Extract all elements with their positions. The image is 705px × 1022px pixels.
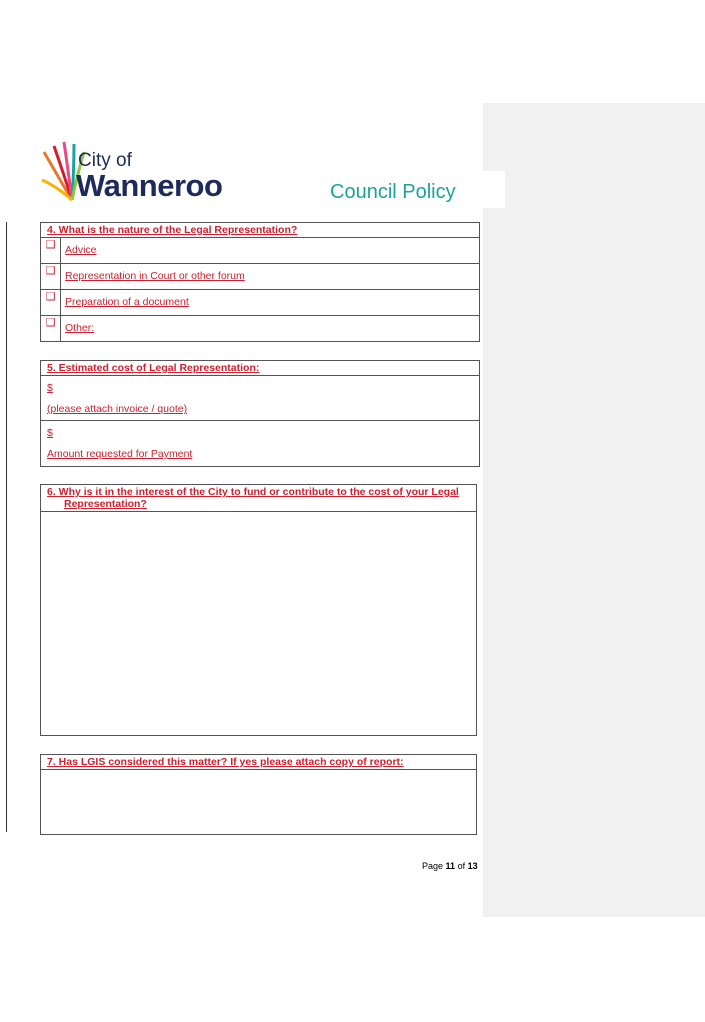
amount-requested-field[interactable] [41, 421, 480, 467]
option-other: Other: [61, 316, 480, 342]
checkbox-icon[interactable]: ❑ [41, 264, 61, 290]
estimated-cost-field[interactable] [41, 376, 480, 421]
section-6-answer-area[interactable] [41, 512, 477, 736]
section-6-table [40, 484, 477, 736]
currency-symbol: $ [47, 382, 53, 394]
option-preparation: Preparation of a document [61, 290, 480, 316]
document-type-title: Council Policy [330, 181, 456, 203]
logo-city-text: City of [78, 150, 132, 171]
comment-pane [483, 103, 705, 917]
checkbox-icon[interactable]: ❑ [41, 238, 61, 264]
comment-pane-notch [483, 171, 505, 208]
checkbox-icon[interactable]: ❑ [41, 290, 61, 316]
section-5-table [40, 360, 480, 467]
section-5-heading: 5. Estimated cost of Legal Representation: [41, 361, 480, 376]
section-6-heading [41, 485, 477, 512]
total-pages: 13 [467, 861, 478, 871]
section-7-heading: 7. Has LGIS considered this matter? If yes please attach copy of report: [41, 755, 477, 770]
attach-invoice-note: (please attach invoice / quote) [47, 403, 188, 415]
logo-wanneroo-text: Wanneroo [76, 168, 223, 203]
section-6-heading-line2: Representation? [64, 498, 147, 510]
change-bar [6, 222, 7, 832]
section-4-heading: 4. What is the nature of the Legal Representation? [41, 223, 480, 238]
section-4-table [40, 222, 480, 342]
page-number: Page 11 of 13 [422, 861, 478, 871]
option-representation: Representation in Court or other forum [61, 264, 480, 290]
currency-symbol: $ [47, 427, 53, 439]
amount-requested-label: Amount requested for Payment [47, 448, 193, 460]
option-advice: Advice [61, 238, 480, 264]
section-7-table [40, 754, 477, 835]
section-7-answer-area[interactable] [41, 770, 477, 835]
section-6-heading-line1: 6. Why is it in the interest of the City to fund or contribute to the cost of your Legal [47, 486, 459, 498]
current-page: 11 [445, 861, 456, 871]
checkbox-icon[interactable]: ❑ [41, 316, 61, 342]
